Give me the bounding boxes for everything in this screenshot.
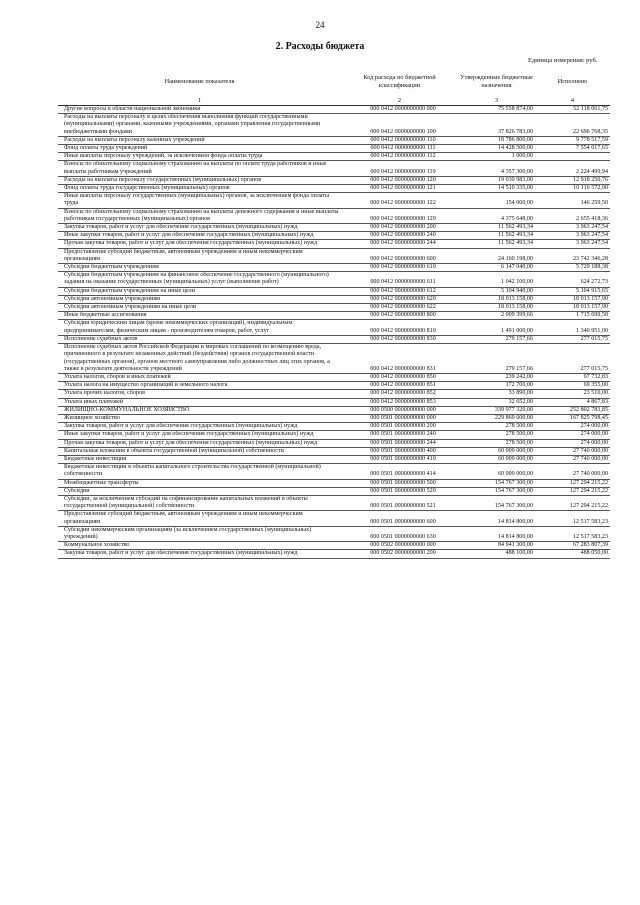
row-executed: 27 740 000,00 <box>535 464 610 479</box>
row-name: Предоставление субсидий бюджетным, автономным учреждениям и иным некоммерческим организациям <box>58 248 341 263</box>
table-row <box>58 153 610 161</box>
row-executed: 12 517 583,23 <box>535 511 610 526</box>
table-row <box>58 447 610 455</box>
row-approved: 14 510 335,00 <box>458 185 535 193</box>
row-executed: 52 118 061,75 <box>535 106 610 114</box>
header-name: Наименование показателя <box>164 78 235 85</box>
table-row <box>58 248 610 263</box>
row-code: 000 0412 0000000000 119 <box>341 161 458 176</box>
row-executed: 10 116 572,90 <box>535 185 610 193</box>
row-name: Субсидии автономным учреждениям на иные цели <box>58 304 341 312</box>
row-name: Исполнение судебных актов <box>58 335 341 343</box>
row-name: Прочая закупка товаров, работ и услуг для обеспечения государственных (муниципальных) нужд <box>58 439 341 447</box>
table-row <box>58 161 610 176</box>
row-name: Субсидии бюджетным учреждениям <box>58 264 341 272</box>
table-row <box>58 390 610 398</box>
row-approved: 279 157,66 <box>458 335 535 343</box>
row-code: 000 0412 0000000000 852 <box>341 390 458 398</box>
row-approved: 339 977 320,00 <box>458 406 535 414</box>
row-executed <box>535 153 610 161</box>
table-row <box>58 398 610 406</box>
row-approved: 18 013 158,00 <box>458 295 535 303</box>
row-code: 000 0412 0000000000 830 <box>341 335 458 343</box>
row-approved: 154 767 300,00 <box>458 487 535 495</box>
row-name: Иные выплаты персоналу государственных (муниципальных) органов, за исключением фонда оплаты труда <box>58 193 341 208</box>
row-name: Иные закупки товаров, работ и услуг для обеспечения государственных (муниципальных) нужд <box>58 431 341 439</box>
table-row <box>58 382 610 390</box>
table-row <box>58 145 610 153</box>
row-name: Уплата иных платежей <box>58 398 341 406</box>
row-name: Субсидии бюджетным учреждениям на иные цели <box>58 287 341 295</box>
row-name: Субсидии юридическим лицам (кроме некоммерческих организаций), индивидуальным предпринимателям, физическим лицам - производителям товаров, работ, услуг <box>58 320 341 335</box>
row-code: 000 0501 0000000000 520 <box>341 487 458 495</box>
row-name: Субсидии <box>58 487 341 495</box>
row-code: 000 0502 0000000000 000 <box>341 542 458 550</box>
row-approved: 278 500,00 <box>458 431 535 439</box>
table-row <box>58 240 610 248</box>
row-code: 000 0412 0000000000 612 <box>341 287 458 295</box>
row-executed: 624 272,73 <box>535 272 610 287</box>
row-code: 000 0412 0000000000 600 <box>341 248 458 263</box>
row-approved: 4 375 648,00 <box>458 208 535 223</box>
row-approved: 14 814 800,00 <box>458 511 535 526</box>
row-approved: 172 700,00 <box>458 382 535 390</box>
row-approved: 32 652,00 <box>458 398 535 406</box>
table-row <box>58 224 610 232</box>
row-code: 000 0412 0000000000 800 <box>341 312 458 320</box>
row-code: 000 0412 0000000000 200 <box>341 224 458 232</box>
row-executed: 18 013 157,90 <box>535 304 610 312</box>
row-name: Уплата прочих налогов, сборов <box>58 390 341 398</box>
row-approved: 5 104 940,00 <box>458 287 535 295</box>
row-executed: 4 867,83 <box>535 398 610 406</box>
row-name: Закупка товаров, работ и услуг для обеспечения государственных (муниципальных) нужд <box>58 550 341 558</box>
table-row <box>58 185 610 193</box>
row-code: 000 0501 0000000000 630 <box>341 526 458 541</box>
row-executed: 2 224 499,94 <box>535 161 610 176</box>
row-approved: 239 242,00 <box>458 373 535 381</box>
row-approved: 60 009 000,00 <box>458 455 535 463</box>
header-col-number: 3 <box>458 97 535 106</box>
row-name: Иные закупки товаров, работ и услуг для обеспечения государственных (муниципальных) нужд <box>58 232 341 240</box>
row-name: Межбюджетные трансферты <box>58 479 341 487</box>
expenses-table <box>58 67 610 559</box>
table-row <box>58 550 610 558</box>
table-row <box>58 479 610 487</box>
row-executed: 274 000,00 <box>535 431 610 439</box>
table-row <box>58 114 610 137</box>
row-approved: 11 562 493,34 <box>458 224 535 232</box>
header-col-number: 1 <box>58 97 341 106</box>
row-executed: 23 510,00 <box>535 390 610 398</box>
row-name: Жилищное хозяйство <box>58 414 341 422</box>
table-row <box>58 423 610 431</box>
row-approved: 18 013 158,00 <box>458 304 535 312</box>
row-executed: 3 963 247,54 <box>535 232 610 240</box>
page-number: 24 <box>315 20 325 30</box>
row-name: Уплата налогов, сборов и иных платежей <box>58 373 341 381</box>
row-executed: 167 825 798,45 <box>535 414 610 422</box>
row-code: 000 0501 0000000000 521 <box>341 495 458 510</box>
row-approved: 60 009 000,00 <box>458 447 535 455</box>
table-row <box>58 487 610 495</box>
row-executed: 1 340 951,00 <box>535 320 610 335</box>
row-approved: 75 558 874,00 <box>458 106 535 114</box>
row-executed: 9 778 517,59 <box>535 136 610 144</box>
table-row <box>58 208 610 223</box>
table-header <box>58 67 610 106</box>
row-code: 000 0502 0000000000 200 <box>341 550 458 558</box>
row-code: 000 0412 0000000000 240 <box>341 232 458 240</box>
row-code: 000 0412 0000000000 610 <box>341 264 458 272</box>
row-approved: 60 009 000,00 <box>458 464 535 479</box>
table-row <box>58 193 610 208</box>
header-executed: Исполнено <box>557 78 588 85</box>
row-approved: 1 000,00 <box>458 153 535 161</box>
table-row <box>58 464 610 479</box>
row-executed: 127 294 215,22 <box>535 487 610 495</box>
table-row <box>58 295 610 303</box>
row-code: 000 0412 0000000000 110 <box>341 136 458 144</box>
row-executed: 5 104 915,65 <box>535 287 610 295</box>
row-name: Субсидии бюджетным учреждениям на финансовое обеспечение государственного (муниципального) задания на оказание государственных (муниципальных) услуг (выполнение работ) <box>58 272 341 287</box>
table-row <box>58 272 610 287</box>
row-code: 000 0412 0000000000 122 <box>341 193 458 208</box>
row-executed: 1 715 699,58 <box>535 312 610 320</box>
row-approved: 11 562 493,34 <box>458 232 535 240</box>
table-row <box>58 335 610 343</box>
row-code: 000 0501 0000000000 500 <box>341 479 458 487</box>
table-body <box>58 106 610 559</box>
row-executed: 274 000,00 <box>535 423 610 431</box>
row-name: Закупка товаров, работ и услуг для обеспечения государственных (муниципальных) нужд <box>58 224 341 232</box>
header-approved: Утвержденные бюджетные назначения <box>460 74 533 89</box>
row-executed: 3 963 247,54 <box>535 224 610 232</box>
row-code: 000 0412 0000000000 620 <box>341 295 458 303</box>
row-approved: 1 042 100,00 <box>458 272 535 287</box>
row-executed: 3 963 247,54 <box>535 240 610 248</box>
row-name: Расходы на выплаты персоналу государственных (муниципальных) органов <box>58 176 341 184</box>
table-row <box>58 431 610 439</box>
row-approved: 1 491 000,00 <box>458 320 535 335</box>
row-name: Бюджетные инвестиции <box>58 455 341 463</box>
table-row <box>58 495 610 510</box>
row-approved: 229 869 600,00 <box>458 414 535 422</box>
row-code: 000 0412 0000000000 611 <box>341 272 458 287</box>
table-row <box>58 136 610 144</box>
table-row <box>58 511 610 526</box>
row-executed: 2 655 418,36 <box>535 208 610 223</box>
table-row <box>58 312 610 320</box>
row-code: 000 0501 0000000000 410 <box>341 455 458 463</box>
row-name: Капитальные вложения в объекты государственной (муниципальной) собственности <box>58 447 341 455</box>
row-code: 000 0412 0000000000 810 <box>341 320 458 335</box>
row-approved: 37 826 783,00 <box>458 114 535 137</box>
row-code: 000 0412 0000000000 129 <box>341 208 458 223</box>
row-name: Субсидии автономным учреждениям <box>58 295 341 303</box>
row-approved: 14 814 800,00 <box>458 526 535 541</box>
row-approved: 278 500,00 <box>458 423 535 431</box>
row-code: 000 0412 0000000000 121 <box>341 185 458 193</box>
row-name: Взносы по обязательному социальному страхованию на выплаты по оплате труда работников и иные выплаты работникам учреждений <box>58 161 341 176</box>
row-approved: 278 500,00 <box>458 439 535 447</box>
row-name: Расходы на выплаты персоналу в целях обеспечения выполнения функций государственными (муниципальными) органами, казенными учреждениями, органами управления государственными внебюджетными фондами <box>58 114 341 137</box>
row-approved: 2 009 399,66 <box>458 312 535 320</box>
table-row <box>58 542 610 550</box>
row-code: 000 0412 0000000000 111 <box>341 145 458 153</box>
table-row <box>58 287 610 295</box>
row-approved: 84 941 300,00 <box>458 542 535 550</box>
row-executed: 23 742 346,28 <box>535 248 610 263</box>
row-code: 000 0501 0000000000 000 <box>341 414 458 422</box>
row-executed: 274 000,00 <box>535 439 610 447</box>
row-approved: 6 147 040,00 <box>458 264 535 272</box>
row-executed: 12 918 250,76 <box>535 176 610 184</box>
table-row <box>58 439 610 447</box>
row-name: Другие вопросы в области национальной экономики <box>58 106 341 114</box>
row-name: Закупка товаров, работ и услуг для обеспечения государственных (муниципальных) нужд <box>58 423 341 431</box>
row-approved: 11 562 493,34 <box>458 240 535 248</box>
row-name: Бюджетные инвестиции в объекты капитального строительства государственной (муниципальной) собственности <box>58 464 341 479</box>
row-approved: 19 039 983,00 <box>458 176 535 184</box>
row-code: 000 0412 0000000000 850 <box>341 373 458 381</box>
table-row <box>58 106 610 114</box>
table-row <box>58 406 610 414</box>
table-row <box>58 264 610 272</box>
row-code: 000 0501 0000000000 240 <box>341 431 458 439</box>
row-name: Исполнение судебных актов Российской Федерации и мировых соглашений по возмещению вреда, причиненного в результате незаконных действий (бездействия) органов государственной власти (государственных органов), органов местного самоуправления либо должностных лиц этих органов, а также в результате деятельности учреждений <box>58 344 341 374</box>
table-row <box>58 414 610 422</box>
row-executed: 5 729 188,38 <box>535 264 610 272</box>
row-executed: 488 050,00 <box>535 550 610 558</box>
row-name: Субсидии некоммерческим организациям (за исключением государственных (муниципальных) учреждений) <box>58 526 341 541</box>
row-executed: 12 517 583,23 <box>535 526 610 541</box>
row-name: Фонд оплаты труда государственных (муниципальных) органов <box>58 185 341 193</box>
row-code: 000 0412 0000000000 622 <box>341 304 458 312</box>
row-code: 000 0412 0000000000 853 <box>341 398 458 406</box>
row-executed: 277 015,75 <box>535 335 610 343</box>
row-code: 000 0412 0000000000 831 <box>341 344 458 374</box>
table-row <box>58 526 610 541</box>
row-name: Расходы на выплаты персоналу казенных учреждений <box>58 136 341 144</box>
row-approved: 4 357 300,00 <box>458 161 535 176</box>
table-row <box>58 176 610 184</box>
section-title: 2. Расходы бюджета <box>275 41 365 52</box>
row-approved: 24 160 198,00 <box>458 248 535 263</box>
row-executed: 277 015,75 <box>535 344 610 374</box>
row-name: Уплата налога на имущество организаций и земельного налога <box>58 382 341 390</box>
row-approved: 33 890,00 <box>458 390 535 398</box>
row-approved: 154 000,00 <box>458 193 535 208</box>
row-name: ЖИЛИЩНО-КОММУНАЛЬНОЕ ХОЗЯЙСТВО <box>58 406 341 414</box>
row-code: 000 0412 0000000000 100 <box>341 114 458 137</box>
row-name: Предоставление субсидий бюджетным, автономным учреждениям и иным некоммерческим организациям <box>58 511 341 526</box>
row-executed: 252 802 783,85 <box>535 406 610 414</box>
row-executed: 27 740 000,00 <box>535 447 610 455</box>
row-code: 000 0501 0000000000 200 <box>341 423 458 431</box>
row-executed: 97 732,83 <box>535 373 610 381</box>
table-row <box>58 232 610 240</box>
row-code: 000 0412 0000000000 244 <box>341 240 458 248</box>
row-code: 000 0501 0000000000 600 <box>341 511 458 526</box>
table-row <box>58 304 610 312</box>
row-name: Прочая закупка товаров, работ и услуг для обеспечения государственных (муниципальных) нужд <box>58 240 341 248</box>
row-executed: 146 259,50 <box>535 193 610 208</box>
table-row <box>58 455 610 463</box>
row-executed: 127 294 215,22 <box>535 479 610 487</box>
row-code: 000 0412 0000000000 000 <box>341 106 458 114</box>
row-code: 000 0412 0000000000 112 <box>341 153 458 161</box>
row-executed: 7 554 017,65 <box>535 145 610 153</box>
row-code: 000 0501 0000000000 400 <box>341 447 458 455</box>
row-name: Иные выплаты персоналу учреждений, за исключением фонда оплаты труда <box>58 153 341 161</box>
row-executed: 22 696 768,35 <box>535 114 610 137</box>
row-executed: 67 283 807,39 <box>535 542 610 550</box>
row-approved: 279 157,66 <box>458 344 535 374</box>
row-executed: 27 740 000,00 <box>535 455 610 463</box>
row-name: Фонд оплаты труда учреждений <box>58 145 341 153</box>
row-executed: 127 294 215,22 <box>535 495 610 510</box>
header-col-number: 4 <box>535 97 610 106</box>
row-executed: 69 355,00 <box>535 382 610 390</box>
row-approved: 14 428 500,00 <box>458 145 535 153</box>
row-approved: 154 767 300,00 <box>458 495 535 510</box>
table-row <box>58 320 610 335</box>
row-name: Иные бюджетные ассигнования <box>58 312 341 320</box>
unit-label: Единица измерения: руб. <box>528 57 598 64</box>
row-approved: 488 100,00 <box>458 550 535 558</box>
row-code: 000 0412 0000000000 120 <box>341 176 458 184</box>
row-code: 000 0501 0000000000 244 <box>341 439 458 447</box>
row-approved: 154 767 300,00 <box>458 479 535 487</box>
row-name: Субсидии, за исключением субсидий на софинансирование капитальных вложений в объекты государственной (муниципальной) собственности <box>58 495 341 510</box>
row-name: Взносы по обязательному социальному страхованию на выплаты денежного содержания и иные выплаты работникам государственных (муниципальных) органов <box>58 208 341 223</box>
row-executed: 18 013 157,90 <box>535 295 610 303</box>
header-code: Код расхода по бюджетной классификации <box>363 74 436 89</box>
header-col-number: 2 <box>341 97 458 106</box>
row-approved: 18 786 800,00 <box>458 136 535 144</box>
row-code: 000 0500 0000000000 000 <box>341 406 458 414</box>
table-row <box>58 344 610 374</box>
table-row <box>58 373 610 381</box>
row-code: 000 0412 0000000000 851 <box>341 382 458 390</box>
row-code: 000 0501 0000000000 414 <box>341 464 458 479</box>
row-name: Коммунальное хозяйство <box>58 542 341 550</box>
